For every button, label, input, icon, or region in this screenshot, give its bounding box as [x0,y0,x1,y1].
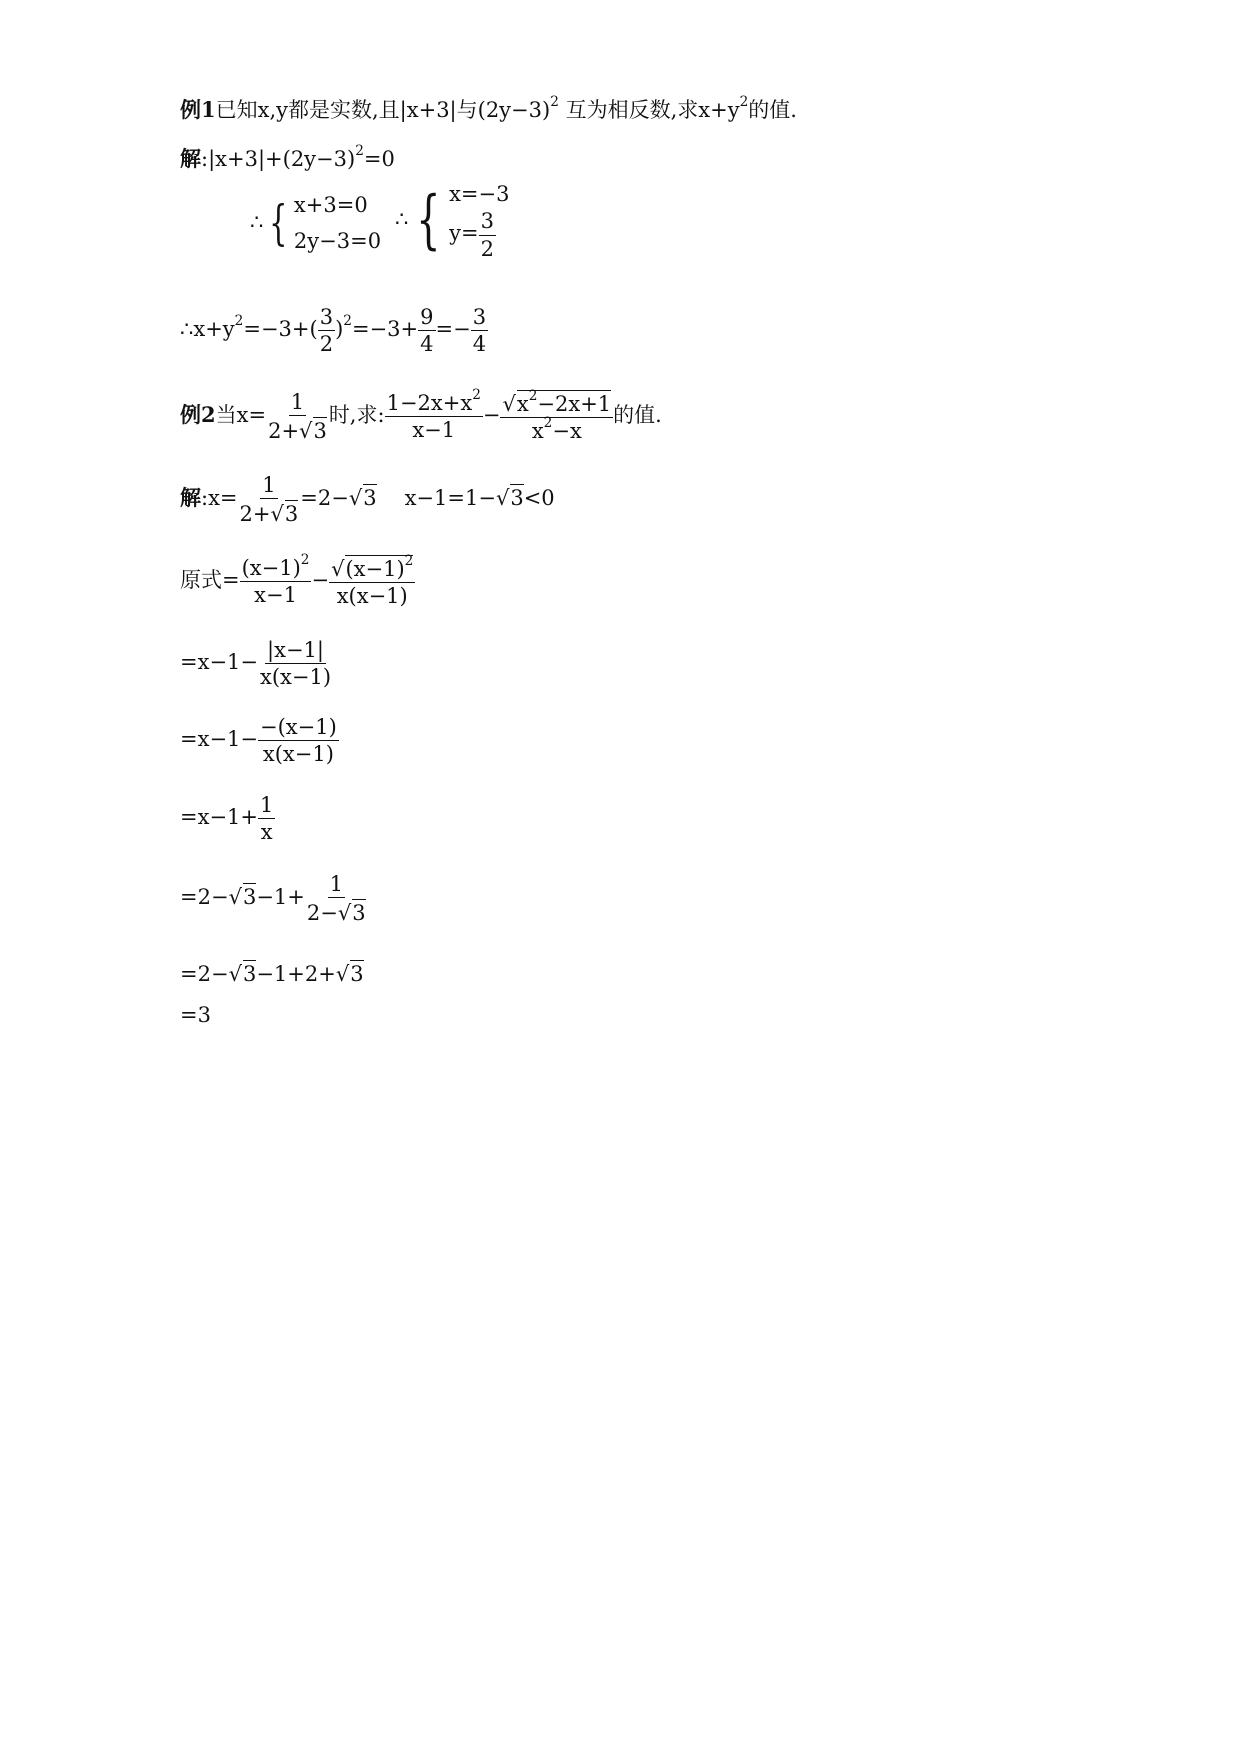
solution-1-label: 解 [180,146,201,171]
sqrt: √ 3 [299,419,327,444]
original-expression: 原式= $\frac{(x-1)^2}{x-1}$ − √ $(x-1)^2$ x(x−1) [180,552,414,609]
final-answer: =3 [180,1003,211,1027]
solution-2-first-line: 解:x= 1 2+ √ 3 =2− √ 3 x−1=1− √ 3 <0 [180,473,555,527]
solution-1-first-line: 解$:|x+3|+(2y-3)^2=0$ [180,143,395,171]
step-4: =2− √ 3 −1+ 1 2− √ 3 [180,872,366,926]
equation-system-2: ∴ { x=−3 y= $\frac{3}{2}$ [395,182,510,261]
example-2-label: 例2 [180,402,216,428]
solution-2-label: 解 [180,485,201,511]
example-1-label: 例1 [180,97,216,122]
sqrt: √ $x^2-2x+1$ [502,388,612,416]
example-1-statement: 例1已知x,y都是实数,且|x+3|与$(2y-3)^2$ 互为相反数,求$x+y^2$的值. [180,94,797,122]
equation-system-1: ∴ { x+3=0 2y−3=0 [250,193,382,253]
step-5: =2− √ 3 −1+2+ √ 3 [180,962,364,986]
step-3: =x−1+ $\frac{1}{x}$ [180,793,274,845]
solution-1-result: $\therefore x+y^2=-3+$( $\frac{3}{2}$ )$^2$=−3+ $\frac{9}{4}$ =− $\frac{3}{4}$ [180,305,487,357]
example-2-statement: 例2当x= 1 2+ √ 3 时,求: $\frac{1-2x+x^2}{x-1}$ − √ $x^2-2x+1$ $x^2-x$ 的值. [180,387,662,444]
step-1: =x−1− $\frac{|x-1|}{x(x-1)}$ [180,638,332,690]
step-2: =x−1− $\frac{-(x-1)}{x(x-1)}$ [180,715,337,767]
